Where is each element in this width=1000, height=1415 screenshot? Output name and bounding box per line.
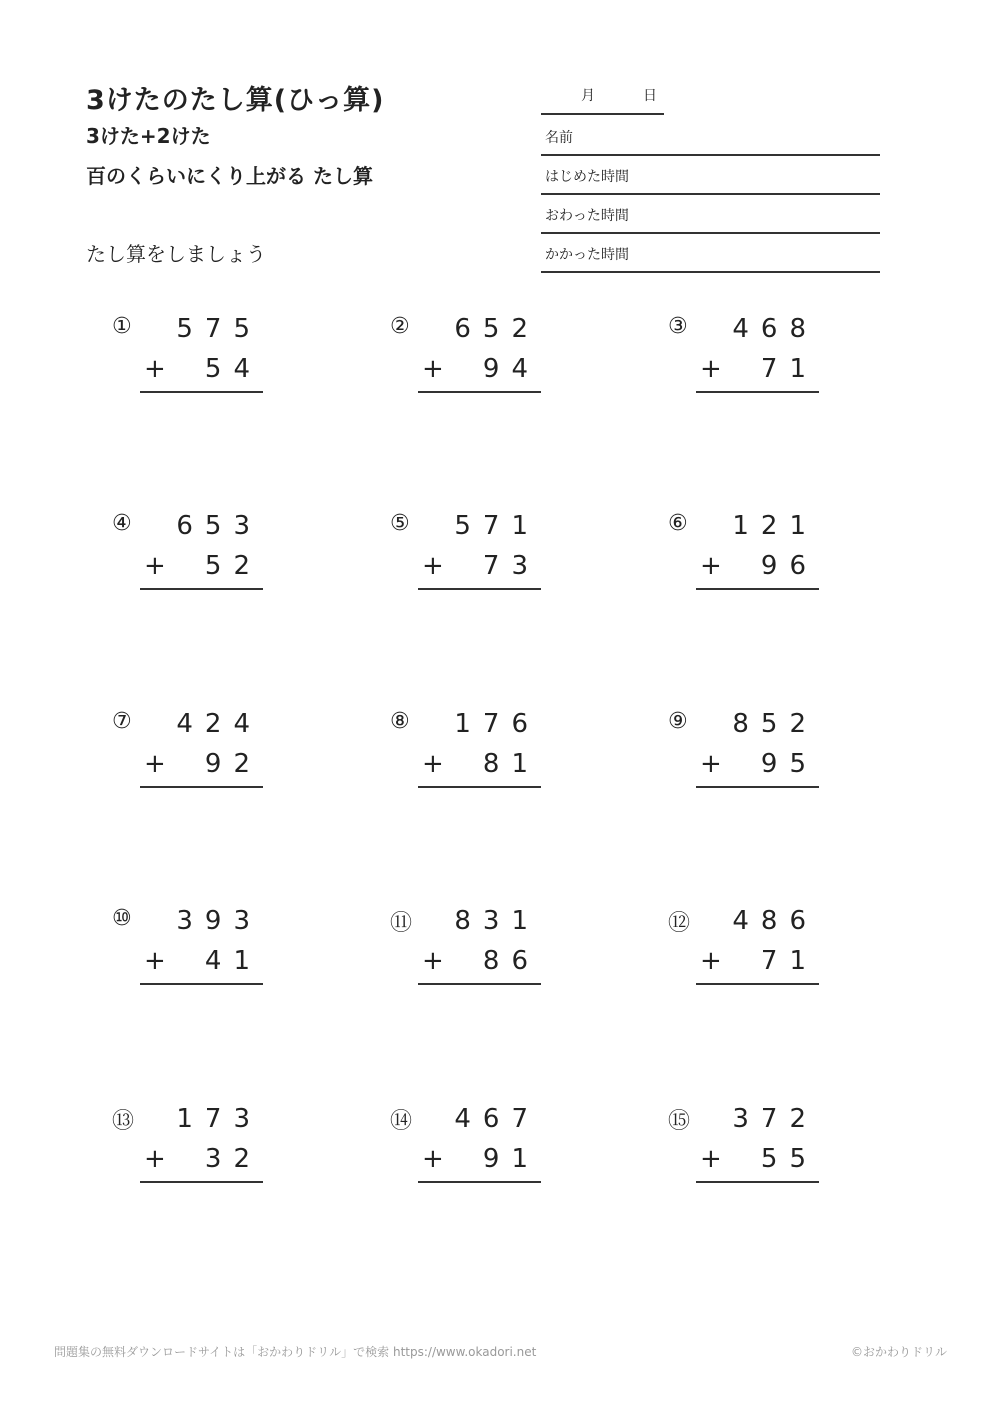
- answer-line: [418, 983, 541, 985]
- plus-sign: +: [700, 1144, 722, 1174]
- answer-line: [696, 588, 819, 590]
- addend-bottom: 86: [482, 946, 540, 976]
- problem-number: ⑫: [668, 911, 691, 936]
- end-time-label: おわった時間: [545, 208, 629, 224]
- answer-line: [140, 983, 263, 985]
- plus-sign: +: [422, 354, 444, 384]
- worksheet-subtitle-digits: 3けた+2けた: [86, 124, 211, 148]
- problem-15[interactable]: [668, 1104, 848, 1184]
- addend-top: 121: [732, 511, 818, 541]
- plus-sign: +: [422, 946, 444, 976]
- addend-bottom: 94: [482, 354, 540, 384]
- plus-sign: +: [422, 749, 444, 779]
- problem-number: ⑥: [668, 511, 688, 536]
- name-field[interactable]: [541, 116, 880, 156]
- addend-bottom: 52: [204, 551, 262, 581]
- plus-sign: +: [422, 551, 444, 581]
- problem-number: ⑧: [390, 709, 410, 734]
- answer-line: [696, 786, 819, 788]
- problem-6[interactable]: [668, 511, 848, 591]
- addend-top: 571: [454, 511, 540, 541]
- addend-top: 653: [176, 511, 262, 541]
- answer-line: [418, 588, 541, 590]
- plus-sign: +: [700, 354, 722, 384]
- plus-sign: +: [422, 1144, 444, 1174]
- problem-9[interactable]: [668, 709, 848, 789]
- footer-copyright: ©おかわりドリル: [851, 1345, 948, 1359]
- addend-bottom: 92: [204, 749, 262, 779]
- problem-number: ⑩: [112, 906, 132, 931]
- plus-sign: +: [144, 551, 166, 581]
- addend-bottom: 81: [482, 749, 540, 779]
- problem-number: ③: [668, 314, 688, 339]
- problem-12[interactable]: [668, 906, 848, 986]
- addend-top: 575: [176, 314, 262, 344]
- addend-bottom: 95: [760, 749, 818, 779]
- problem-7[interactable]: [112, 709, 292, 789]
- problem-5[interactable]: [390, 511, 570, 591]
- problem-number: ⑭: [390, 1109, 413, 1134]
- plus-sign: +: [144, 749, 166, 779]
- problem-11[interactable]: [390, 906, 570, 986]
- addend-bottom: 71: [760, 946, 818, 976]
- worksheet-title: 3けたのたし算(ひっ算): [86, 85, 385, 116]
- addend-top: 173: [176, 1104, 262, 1134]
- plus-sign: +: [144, 354, 166, 384]
- problem-number: ⑨: [668, 709, 688, 734]
- addend-bottom: 91: [482, 1144, 540, 1174]
- month-label: 月: [581, 88, 595, 104]
- elapsed-time-field[interactable]: [541, 233, 880, 273]
- addend-bottom: 73: [482, 551, 540, 581]
- addend-bottom: 41: [204, 946, 262, 976]
- problem-number: ①: [112, 314, 132, 339]
- problem-number: ⑬: [112, 1109, 135, 1134]
- problem-14[interactable]: [390, 1104, 570, 1184]
- instruction-text: たし算をしましょう: [86, 242, 266, 266]
- answer-line: [140, 391, 263, 393]
- addend-top: 852: [732, 709, 818, 739]
- day-label: 日: [643, 88, 657, 104]
- plus-sign: +: [700, 749, 722, 779]
- answer-line: [418, 1181, 541, 1183]
- answer-line: [140, 588, 263, 590]
- end-time-field[interactable]: [541, 194, 880, 234]
- addend-bottom: 32: [204, 1144, 262, 1174]
- addend-bottom: 71: [760, 354, 818, 384]
- start-time-label: はじめた時間: [545, 169, 629, 185]
- problem-number: ⑤: [390, 511, 410, 536]
- date-field[interactable]: [541, 80, 664, 115]
- problem-number: ④: [112, 511, 132, 536]
- start-time-field[interactable]: [541, 155, 880, 195]
- plus-sign: +: [144, 946, 166, 976]
- addend-bottom: 55: [760, 1144, 818, 1174]
- problem-13[interactable]: [112, 1104, 292, 1184]
- problem-8[interactable]: [390, 709, 570, 789]
- plus-sign: +: [144, 1144, 166, 1174]
- addend-bottom: 54: [204, 354, 262, 384]
- answer-line: [418, 786, 541, 788]
- addend-top: 176: [454, 709, 540, 739]
- addend-top: 486: [732, 906, 818, 936]
- plus-sign: +: [700, 551, 722, 581]
- elapsed-time-label: かかった時間: [545, 247, 629, 263]
- problem-2[interactable]: [390, 314, 570, 394]
- addend-top: 831: [454, 906, 540, 936]
- problem-number: ⑪: [390, 911, 413, 936]
- worksheet-subtitle-carry: 百のくらいにくり上がる たし算: [86, 164, 373, 188]
- problem-number: ②: [390, 314, 410, 339]
- footer-download-text: 問題集の無料ダウンロードサイトは「おかわりドリル」で検索 https://www.okadori.net: [54, 1345, 537, 1359]
- addend-top: 468: [732, 314, 818, 344]
- plus-sign: +: [700, 946, 722, 976]
- answer-line: [696, 391, 819, 393]
- name-label: 名前: [545, 130, 573, 146]
- answer-line: [696, 983, 819, 985]
- answer-line: [418, 391, 541, 393]
- addend-bottom: 96: [760, 551, 818, 581]
- problem-number: ⑮: [668, 1109, 691, 1134]
- answer-line: [140, 786, 263, 788]
- problem-1[interactable]: [112, 314, 292, 394]
- addend-top: 424: [176, 709, 262, 739]
- problem-3[interactable]: [668, 314, 848, 394]
- addend-top: 393: [176, 906, 262, 936]
- problem-10[interactable]: [112, 906, 292, 986]
- answer-line: [140, 1181, 263, 1183]
- problem-number: ⑦: [112, 709, 132, 734]
- answer-line: [696, 1181, 819, 1183]
- addend-top: 372: [732, 1104, 818, 1134]
- addend-top: 652: [454, 314, 540, 344]
- problem-4[interactable]: [112, 511, 292, 591]
- addend-top: 467: [454, 1104, 540, 1134]
